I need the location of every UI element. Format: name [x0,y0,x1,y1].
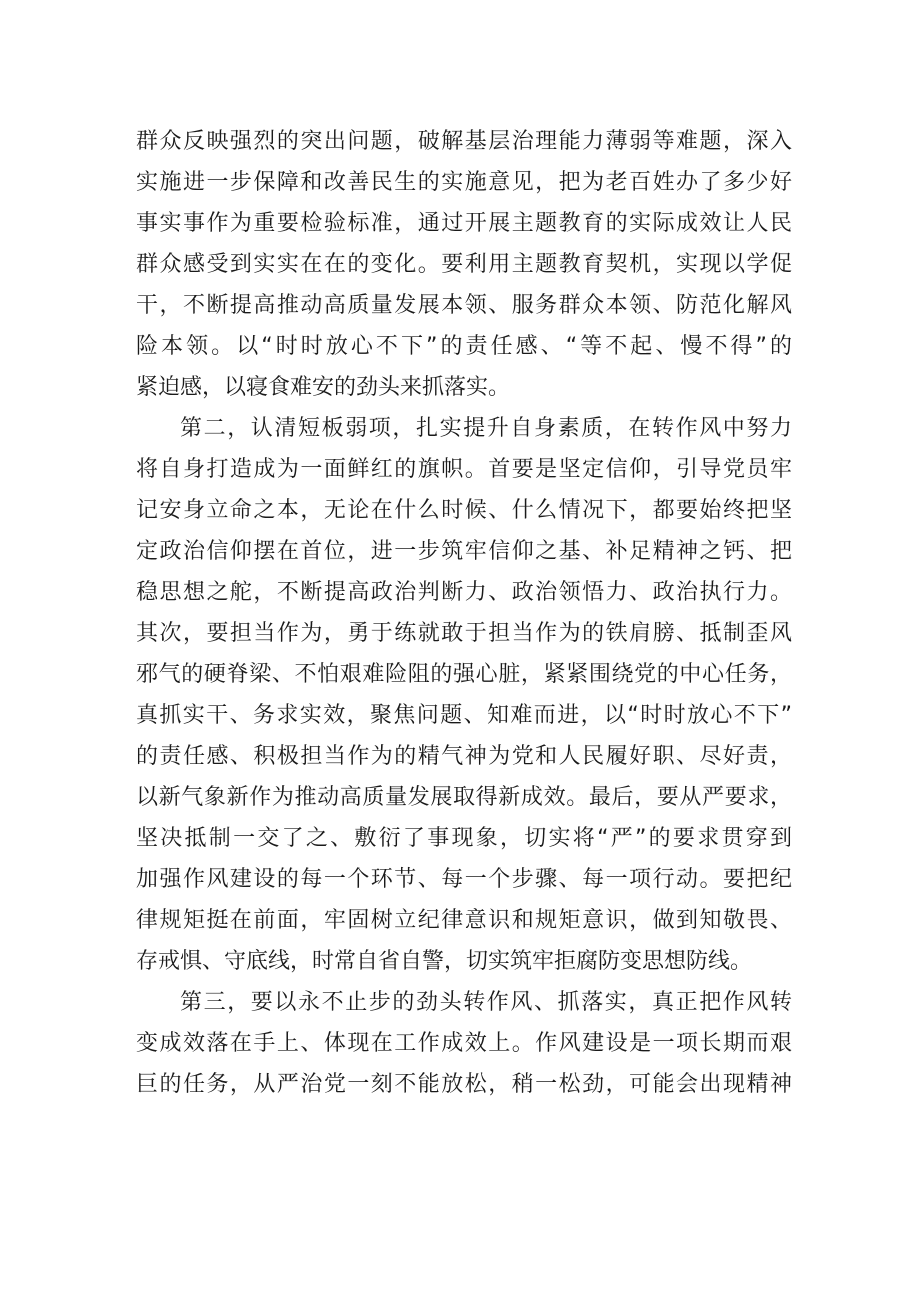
text-line: 邪气的硬脊梁、不怕艰难险阻的强心脏，紧紧围绕党的中心任务， [136,662,792,687]
text-line: 险本领。以“时时放心不下”的责任感、“等不起、慢不得”的 [136,334,792,359]
text-line: 记安身立命之本，无论在什么时候、什么情况下，都要始终把坚 [136,498,792,523]
text-line: 坚决抵制一交了之、敷衍了事现象，切实将“严”的要求贯穿到 [136,826,792,851]
text-line: 巨的任务，从严治党一刻不能放松，稍一松劲，可能会出现精神 [136,1072,792,1097]
text-line: 的责任感、积极担当作为的精气神为党和人民履好职、尽好责， [136,744,792,769]
text-line: 事实事作为重要检验标准，通过开展主题教育的实际成效让人民 [136,211,792,236]
text-line: 存戒惧、守底线，时常自省自警，切实筑牢拒腐防变思想防线。 [136,949,753,974]
text-line: 干，不断提高推动高质量发展本领、服务群众本领、防范化解风 [136,293,792,318]
text-line: 稳思想之舵，不断提高政治判断力、政治领悟力、政治执行力。 [136,580,792,605]
text-line: 紧迫感，以寝食难安的劲头来抓落实。 [136,375,511,400]
text-line: 群众感受到实实在在的变化。要利用主题教育契机，实现以学促 [136,252,792,277]
text-line: 其次，要担当作为，勇于练就敢于担当作为的铁肩膀、抵制歪风 [136,621,792,646]
text-line: 加强作风建设的每一个环节、每一个步骤、每一项行动。要把纪 [136,867,792,892]
text-line: 群众反映强烈的突出问题，破解基层治理能力薄弱等难题，深入 [136,129,792,154]
text-line: 将自身打造成为一面鲜红的旗帜。首要是坚定信仰，引导党员牢 [136,457,792,482]
text-line: 定政治信仰摆在首位，进一步筑牢信仰之基、补足精神之钙、把 [136,539,792,564]
text-line: 真抓实干、务求实效，聚焦问题、知难而进，以“时时放心不下” [136,703,792,728]
body-text [136,121,792,1105]
text-line: 以新气象新作为推动高质量发展取得新成效。最后，要从严要求， [136,785,792,810]
text-line: 变成效落在手上、体现在工作成效上。作风建设是一项长期而艰 [136,1031,792,1056]
paragraph-first-line: 第二，认清短板弱项，扎实提升自身素质，在转作风中努力 [180,416,792,441]
text-line: 实施进一步保障和改善民生的实施意见，把为老百姓办了多少好 [136,170,792,195]
text-line: 律规矩挺在前面，牢固树立纪律意识和规矩意识，做到知敬畏、 [136,908,792,933]
paragraph-first-line: 第三，要以永不止步的劲头转作风、抓落实，真正把作风转 [180,990,792,1015]
